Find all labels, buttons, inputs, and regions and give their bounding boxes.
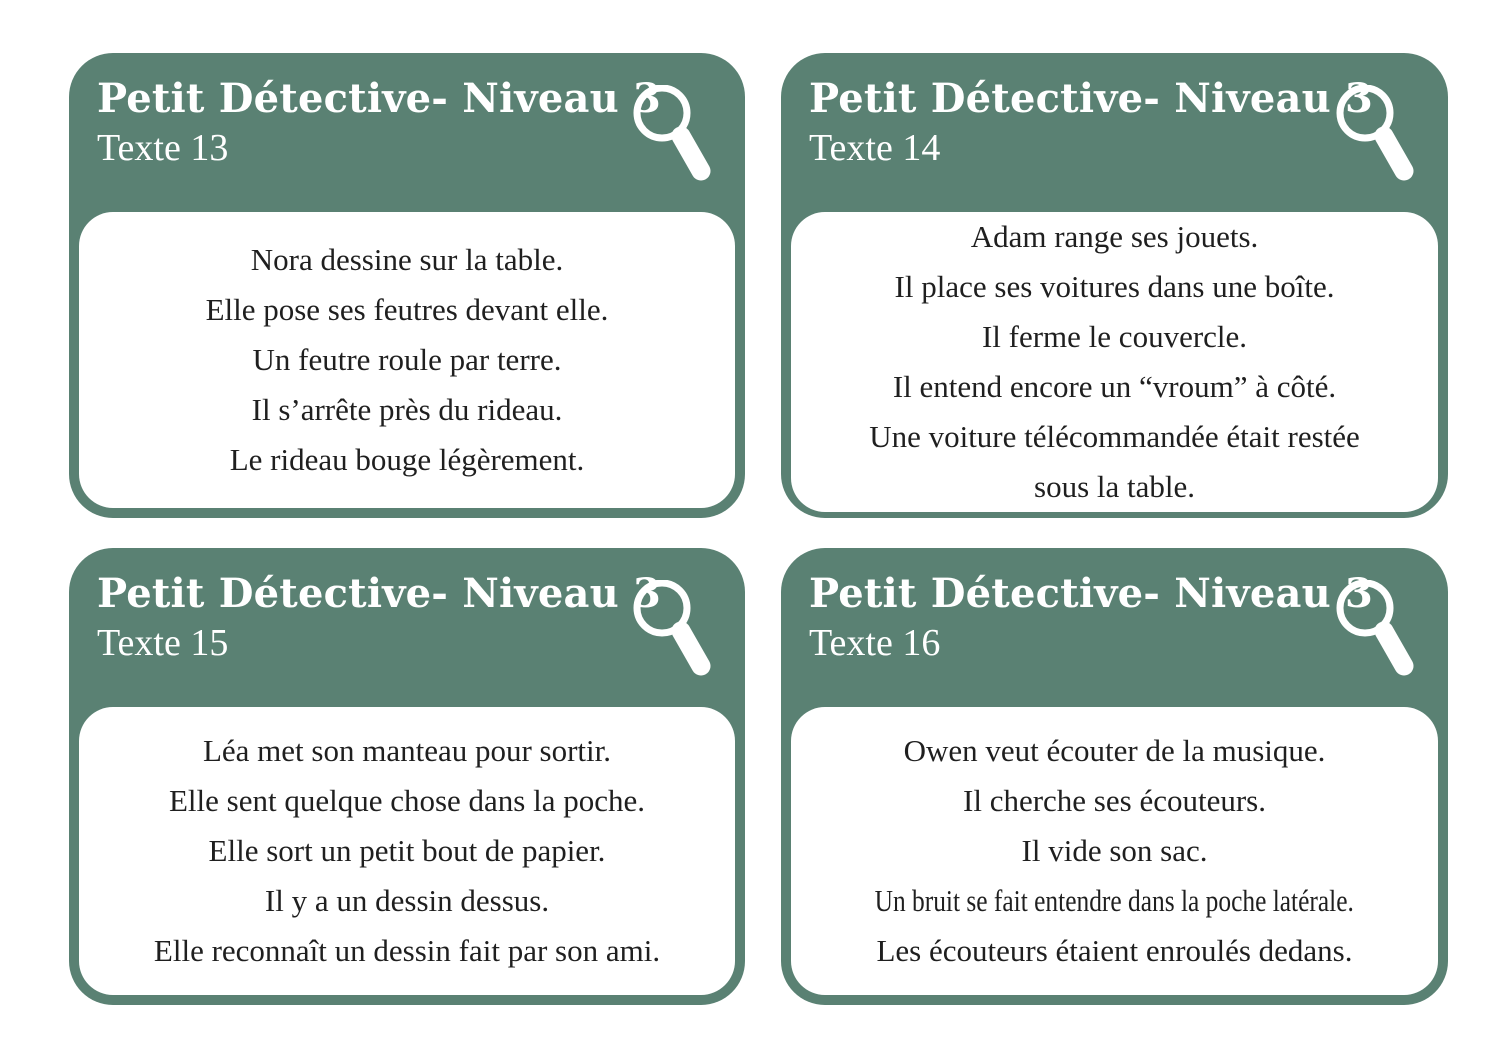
card-header bbox=[781, 548, 1448, 707]
sentence-condensed: Un bruit se fait entendre dans la poche latérale. bbox=[874, 883, 1355, 918]
sentence: Il entend encore un “vroum” à côté. bbox=[892, 369, 1337, 404]
card-body bbox=[791, 212, 1438, 512]
card-texte-15 bbox=[69, 548, 745, 1005]
card-title: Petit Détective- Niveau 3 bbox=[809, 75, 1374, 122]
sentence: Owen veut écouter de la musique. bbox=[903, 733, 1326, 768]
sentence: sous la table. bbox=[1034, 469, 1195, 504]
magnifying-glass-icon bbox=[1334, 85, 1424, 197]
card-body bbox=[79, 212, 735, 508]
sentence: Adam range ses jouets. bbox=[970, 219, 1259, 254]
card-texte-14 bbox=[781, 53, 1448, 518]
sentence: Le rideau bouge légèrement. bbox=[229, 442, 585, 477]
card-subtitle: Texte 16 bbox=[809, 621, 941, 664]
sentence: Il cherche ses écouteurs. bbox=[963, 783, 1266, 818]
card-texte-16 bbox=[781, 548, 1448, 1005]
card-title: Petit Détective- Niveau 3 bbox=[809, 570, 1374, 617]
card-body bbox=[79, 707, 735, 995]
sentence: Elle pose ses feutres devant elle. bbox=[205, 292, 609, 327]
sentence: Il s’arrête près du rideau. bbox=[251, 392, 563, 427]
sentence: Une voiture télécommandée était restée bbox=[869, 419, 1360, 454]
sentence: Il place ses voitures dans une boîte. bbox=[894, 269, 1335, 304]
magnifying-glass-icon bbox=[631, 580, 721, 692]
magnifying-glass-icon bbox=[1334, 580, 1424, 692]
sentence: Elle sort un petit bout de papier. bbox=[208, 833, 606, 868]
card-header bbox=[69, 548, 745, 707]
card-header bbox=[781, 53, 1448, 212]
card-title: Petit Détective- Niveau 3 bbox=[97, 75, 662, 122]
magnifying-glass-icon bbox=[631, 85, 721, 197]
card-subtitle: Texte 14 bbox=[809, 126, 941, 169]
sentence: Léa met son manteau pour sortir. bbox=[202, 733, 612, 768]
card-header bbox=[69, 53, 745, 212]
card-title: Petit Détective- Niveau 3 bbox=[97, 570, 662, 617]
sentence: Il ferme le couvercle. bbox=[981, 319, 1248, 354]
sentence: Nora dessine sur la table. bbox=[250, 242, 564, 277]
sentence: Il y a un dessin dessus. bbox=[264, 883, 550, 918]
card-subtitle: Texte 13 bbox=[97, 126, 229, 169]
sentence: Elle reconnaît un dessin fait par son ami. bbox=[153, 933, 661, 968]
card-body bbox=[791, 707, 1438, 995]
sentence: Un feutre roule par terre. bbox=[252, 342, 562, 377]
sentence: Les écouteurs étaient enroulés dedans. bbox=[876, 933, 1353, 968]
sentence: Elle sent quelque chose dans la poche. bbox=[168, 783, 646, 818]
card-subtitle: Texte 15 bbox=[97, 621, 229, 664]
sentence: Il vide son sac. bbox=[1021, 833, 1208, 868]
card-texte-13 bbox=[69, 53, 745, 518]
